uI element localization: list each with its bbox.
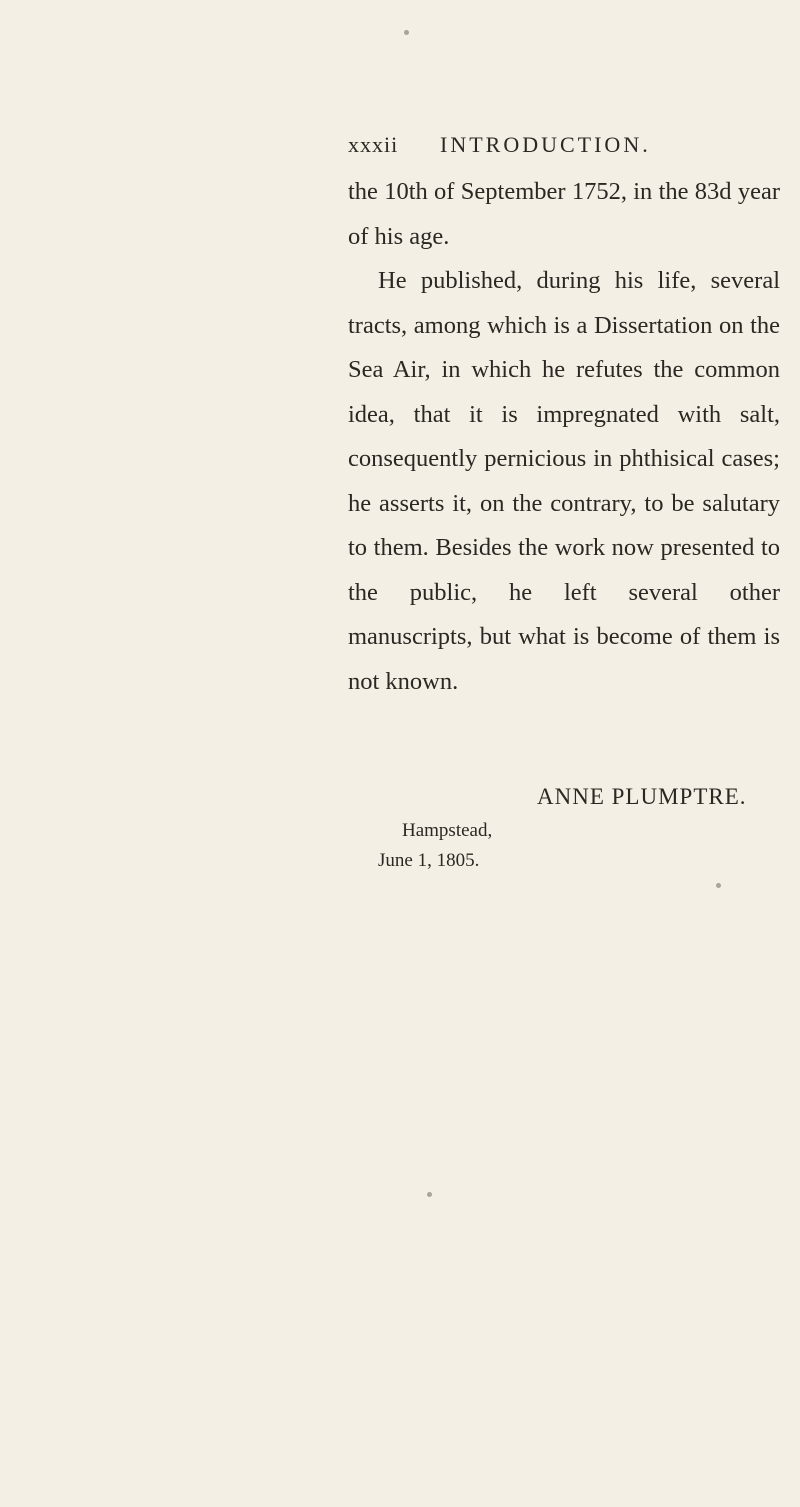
paper-speck — [716, 883, 721, 888]
paper-speck — [404, 30, 409, 35]
author-signature: ANNE PLUMPTRE. — [537, 784, 747, 809]
paper-speck — [427, 1192, 432, 1197]
paragraph-tracts: He published, during his life, several tracts, among which is a Dissertation on the Sea Air, in which he refutes the common idea, that it is impregnated with salt, consequently pernicious in phthisical cases; he asserts it, on the contrary, to be salutary to them. Besides the work now presented to the public, he left several other manuscripts, but what is become of them is not known. — [348, 267, 780, 695]
signature-date: June 1, 1805. — [378, 850, 480, 871]
paragraph-continuation: the 10th of September 1752, in the 83d year of his age. — [348, 178, 780, 250]
body-text — [348, 170, 780, 704]
page-number: xxxii — [348, 132, 399, 157]
signature-place: Hampstead, — [402, 820, 493, 841]
running-head — [348, 132, 750, 162]
running-title: INTRODUCTION. — [440, 132, 651, 157]
